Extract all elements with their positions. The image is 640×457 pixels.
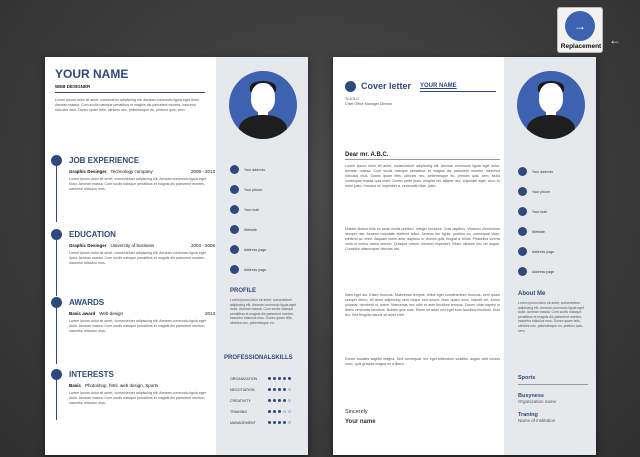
recipient: To A.B.C <box>345 97 359 101</box>
skill-level <box>268 410 293 414</box>
cover-title: Cover letter <box>361 81 412 91</box>
section-title: JOB EXPERIENCE <box>69 156 140 165</box>
web-icon <box>518 227 527 236</box>
skill-level <box>268 388 293 392</box>
cover-letter-page <box>333 57 596 455</box>
section-text: Lorem ipsum dolor sit amet, consectetuer adipiscing elit. Aenean commodo ligula eget dolor. Aenean massa. Cum sociis natoque penatibus et magnis dis parturient montes, nascetur ridiculus mus. <box>69 177 206 191</box>
cover-name: YOUR NAME <box>420 83 457 89</box>
skill-name: TRAINING <box>230 409 248 414</box>
mail-icon <box>518 207 527 216</box>
section-text: Lorem ipsum dolor sit amet, consectetuer adipiscing elit. Aenean commodo ligula eget dolor. Aenean massa. Cum sociis natoque penatibus et magnis dis parturient montes, nascetur ridiculus mus. <box>69 391 206 405</box>
contact-item: Your address <box>230 165 265 174</box>
resume-sidebar <box>216 57 308 455</box>
entry-sub: Technology company <box>110 169 153 174</box>
contact-item: Website <box>518 227 545 236</box>
cover-sidebar <box>504 57 596 455</box>
contact-item: Your mail <box>518 207 547 216</box>
contact-item: Address page <box>518 247 554 256</box>
about-text: Lorem ipsum dolor sit amet, consectetuer adipiscing elit. Aenean commodo ligula eget dolor. Aenean massa. Cum sociis natoque penatibus et magnis dis parturient montes, nascetur ridiculus mus. Donec quam felis, ultricies nec, pellentesque eu, pretium quis, sem. <box>518 301 584 333</box>
section-text: Lorem ipsum dolor sit amet, consectetuer adipiscing elit. Aenean commodo ligula eget dolor. Aenean massa. Cum sociis natoque penatibus et magnis dis parturient montes, nascetur ridiculus mus. <box>69 319 206 333</box>
avatar <box>517 71 585 139</box>
skills-title: PROFESSIONALSKILLS <box>224 355 293 361</box>
home-icon <box>518 167 527 176</box>
skill-name: CREATIVITY <box>230 398 251 403</box>
contact-item: Address page <box>230 245 266 254</box>
greeting: Dear mr. A.B.C. <box>345 152 389 158</box>
skill-level <box>268 377 293 381</box>
cover-letter-icon <box>345 81 356 92</box>
resume-section <box>45 155 216 221</box>
section-text: Lorem ipsum dolor sit amet, consectetuer adipiscing elit. Aenean commodo ligula eget dolor. Aenean massa. Cum sociis natoque penatibus et magnis dis parturient montes, nascetur ridiculus mus. <box>69 251 206 265</box>
entry-title: Basic award <box>69 311 96 316</box>
skill-level <box>268 421 293 425</box>
graduation-cap-icon <box>51 229 62 240</box>
replacement-label: Replacement <box>560 43 602 50</box>
skill-level <box>268 399 293 403</box>
entry-title: Basic <box>69 383 82 388</box>
extra-item: Sports <box>518 375 536 381</box>
profile-text: Lorem ipsum dolor sit amet, consectetuer adipiscing elit. Aenean commodo ligula eget dolor. Aenean massa. Cum sociis natoque penatibus et magnis dis parturient montes, nascetur ridiculus mus. Donec quam felis, ultricies nec, pellentesque eu. <box>230 298 296 325</box>
resume-role: WEB DESIGNER <box>55 84 91 89</box>
skill-row <box>230 384 306 395</box>
contact-item: Your mail <box>230 205 259 214</box>
letter-paragraph: Donec sodales sagittis magna. Sed consequat, leo eget bibendum sodales, augue velit cursus nunc, quis gravida magna mi a libero. <box>345 357 500 366</box>
skill-name: MANAGEMENT <box>230 420 256 425</box>
person-icon <box>51 155 62 166</box>
title-divider <box>420 91 496 92</box>
about-title: About Me <box>518 291 546 297</box>
skill-row <box>230 373 306 384</box>
replacement-button[interactable] <box>557 7 603 53</box>
section-title: EDUCATION <box>69 230 116 239</box>
entry-date: 2003 - 2008 <box>190 243 215 248</box>
contact-item: Your address <box>518 167 553 176</box>
timeline-line <box>56 308 57 364</box>
letter-paragraph: Lorem ipsum dolor sit amet, consectetuer adipiscing elit. Aenean commodo ligula eget dolor. Aenean massa. Cum sociis natoque penatibus et magnis dis parturient montes, nascetur ridiculus mus. Donec quam felis, ultricies nec, pellentesque eu, pretium quis, sem. Nulla consequat massa quis enim. Donec pede justo, fringilla vel, aliquet nec, vulputate eget, arcu. In enim justo, rhoncus ut, imperdiet a, venenatis vitae, justo. <box>345 164 500 188</box>
extra-item: Traning Name of institution <box>518 412 556 423</box>
home-icon <box>230 165 239 174</box>
resume-intro: Lorem ipsum dolor sit amet, consectetur adipiscing elit. Aenean commodo ligula eget dolor. Aenean massa. Cum sociis natoque penatibus et magnis dis parturient montes, nascetur ridiculus mus. Donec quam felis, ultricies nec, pellentesque eu, pretium quis, sem. <box>55 98 200 112</box>
skills-list <box>230 373 306 428</box>
resume-section <box>45 369 216 435</box>
signature: Your name <box>345 419 376 425</box>
resume-page <box>45 57 308 455</box>
entry-sub: Web design <box>99 311 123 316</box>
replace-arrow-icon: → <box>565 11 595 41</box>
resume-name: YOUR NAME <box>55 67 129 81</box>
entry-row <box>69 311 215 316</box>
skill-name: NEGOTIATION <box>230 387 255 392</box>
contact-item: Address page <box>518 267 554 276</box>
extra-item: Busyness Organization name <box>518 393 557 404</box>
skill-row <box>230 395 306 406</box>
contact-item: Address page <box>230 265 266 274</box>
entry-row <box>69 169 215 174</box>
entry-date: 2013 <box>204 311 215 316</box>
skill-row <box>230 417 306 428</box>
timeline-line <box>56 166 57 222</box>
back-arrow-icon[interactable]: ← <box>609 33 621 47</box>
award-icon <box>51 297 62 308</box>
letter-paragraph: Nullam dictum felis eu pede mollis pretium. Integer tincidunt. Cras dapibus. Vivamus elementum semper nisi. Aenean vulputate eleifend tellus. Aenean leo ligula, porttitor eu, consequat vitae, eleifend ac, enim. Aliquam lorem ante, dapibus in, viverra quis, feugiat a, tellus. Phasellus viverra nulla ut metus varius laoreet. Quisque rutrum. Aenean imperdiet. Etiam ultricies nisi vel augue. Curabitur ullamcorper ultricies nisi. <box>345 227 500 251</box>
contact-item: Website <box>230 225 257 234</box>
location-icon <box>518 247 527 256</box>
recipient-title: Chief Office Manager Director <box>345 102 393 106</box>
skill-name: ORGANIZATION <box>230 376 258 381</box>
phone-icon <box>230 185 239 194</box>
mail-icon <box>230 205 239 214</box>
contact-item: Your phone <box>230 185 262 194</box>
skill-row <box>230 406 306 417</box>
contact-item: Your phone <box>518 187 550 196</box>
star-icon <box>51 369 62 380</box>
location-icon <box>230 245 239 254</box>
section-title: AWARDS <box>69 298 105 307</box>
entry-row <box>69 383 215 388</box>
share-icon <box>518 267 527 276</box>
timeline-line <box>56 380 57 420</box>
entry-title: Graphic Desinger <box>69 169 107 174</box>
share-icon <box>230 265 239 274</box>
avatar <box>229 71 297 139</box>
entry-date: 2009 - 2013 <box>190 169 215 174</box>
closing: Sincerely <box>345 409 368 415</box>
timeline-line <box>56 240 57 296</box>
greeting-divider <box>345 159 500 160</box>
entry-title: Graphic Desinger <box>69 243 107 248</box>
phone-icon <box>518 187 527 196</box>
web-icon <box>230 225 239 234</box>
section-title: INTERESTS <box>69 370 114 379</box>
resume-section <box>45 297 216 363</box>
entry-sub: University of business <box>110 243 155 248</box>
name-divider <box>55 92 205 93</box>
resume-section <box>45 229 216 295</box>
letter-paragraph: Nam eget dui. Etiam rhoncus. Maecenas tempus, tellus eget condimentum rhoncus, sem quam semper libero, sit amet adipiscing sem neque sed ipsum. Nam quam nunc, blandit vel, luctus pulvinar, hendrerit id, lorem. Maecenas nec odio et ante tincidunt tempus. Donec vitae sapien ut libero venenatis faucibus. Nullam quis ante. Etiam sit amet orci eget eros faucibus tincidunt. Duis leo. Sed fringilla mauris sit amet nibh. <box>345 293 500 317</box>
entry-sub: Photoshop, html, web design, Sports <box>85 383 159 388</box>
entry-row <box>69 243 215 248</box>
profile-title: PROFILE <box>230 288 257 294</box>
